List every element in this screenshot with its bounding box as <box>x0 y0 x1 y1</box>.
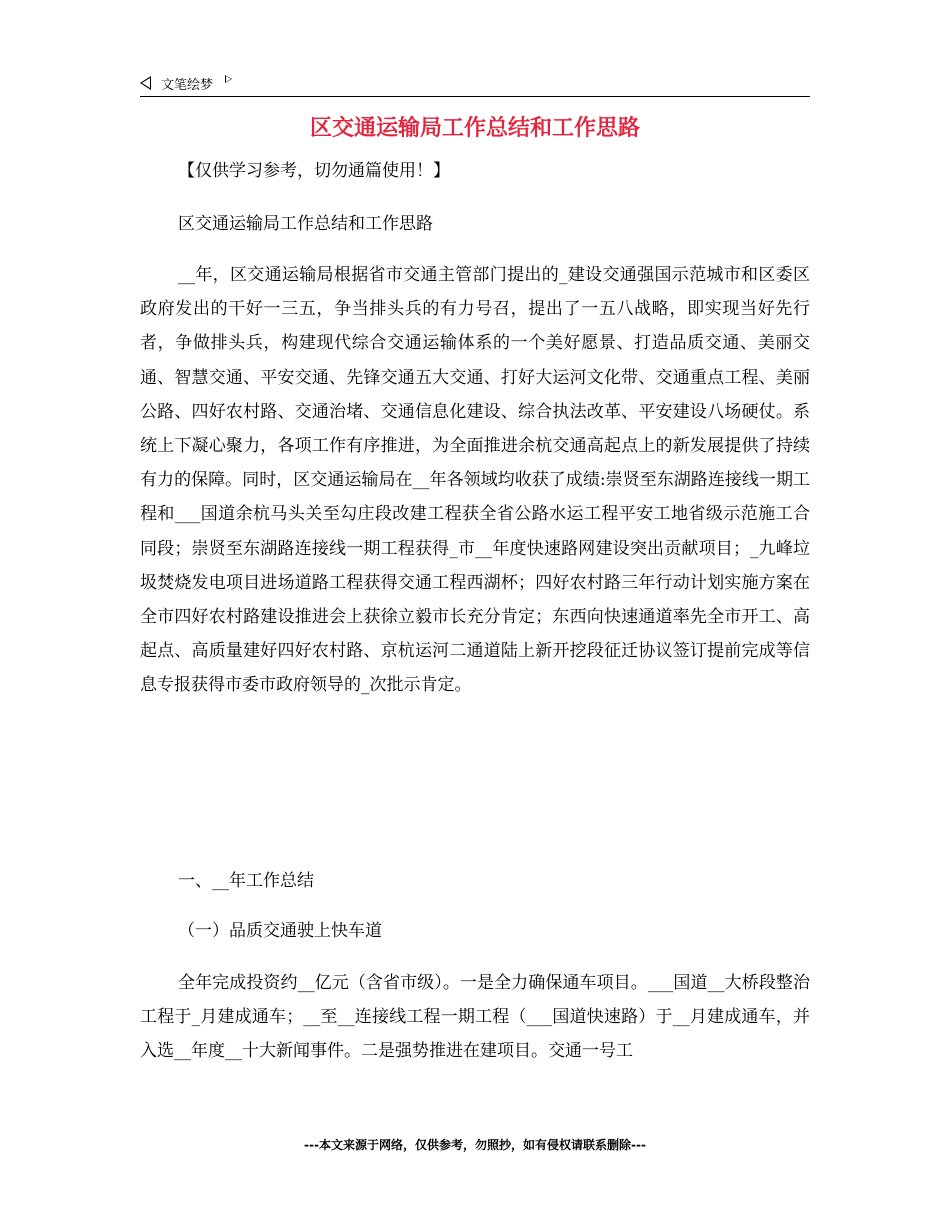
triangle-left-outline-icon <box>140 76 151 90</box>
document-subtitle: 区交通运输局工作总结和工作思路 <box>178 214 433 234</box>
usage-note: 【仅供学习参考，切勿通篇使用！】 <box>178 161 450 181</box>
body-paragraph-2: 全年完成投资约__亿元（含省市级）。一是全力确保通车项目。___国道__大桥段整治工程于_月建成通车；__至__连接线工程一期工程（___国道快速路）于__月建成通车，并入选__年度__十大新闻事件。二是强势推进在建项目。交通一号工 <box>140 973 810 1062</box>
body-paragraph-1: __年，区交通运输局根据省市交通主管部门提出的_建设交通强国示范城市和区委区政府发出的干好一三五，争当排头兵的有力号召，提出了一五八战略，即实现当好先行者，争做排头兵，构建现代综合交通运输体系的一个美好愿景、打造品质交通、美丽交通、智慧交通、平安交通、先锋交通五大交通、打好大运河文化带、交通重点工程、美丽公路、四好农村路、交通治堵、交通信息化建设、综合执法改革、平安建设八场硬仗。系统上下凝心聚力，各项工作有序推进，为全面推进余杭交通高起点上的新发展提供了持续有力的保障。同时，区交通运输局在__年各领域均收获了成绩:崇贤至东湖路连接线一期工程和___国道余杭马头关至勾庄段改建工程获全省公路水运工程平安工地省级示范施工合同段；崇贤至东湖路连接线一期工程获得_市__年度快速路网建设突出贡献项目；_九峰垃圾焚烧发电项目进场道路工程获得交通工程西湖杯；四好农村路三年行动计划实施方案在全市四好农村路建设推进会上获徐立毅市长充分肯定；东西向快速通道率先全市开工、高起点、高质量建好四好农村路、京杭运河二通道陆上新开挖段征迁协议签订提前完成等信息专报获得市委市政府领导的_次批示肯定。 <box>140 265 810 696</box>
document-title: 区交通运输局工作总结和工作思路 <box>309 116 640 141</box>
logo-text: 文笔绘梦 <box>161 77 214 93</box>
triangle-right-outline-icon <box>225 75 232 83</box>
section-heading-1: 一、__年工作总结 <box>178 871 314 891</box>
page-header <box>140 70 810 97</box>
page-footer: ---本文来源于网络，仅供参考，勿照抄，如有侵权请联系删除--- <box>304 1138 646 1152</box>
subsection-heading-1-1: （一）品质交通驶上快车道 <box>178 921 382 941</box>
